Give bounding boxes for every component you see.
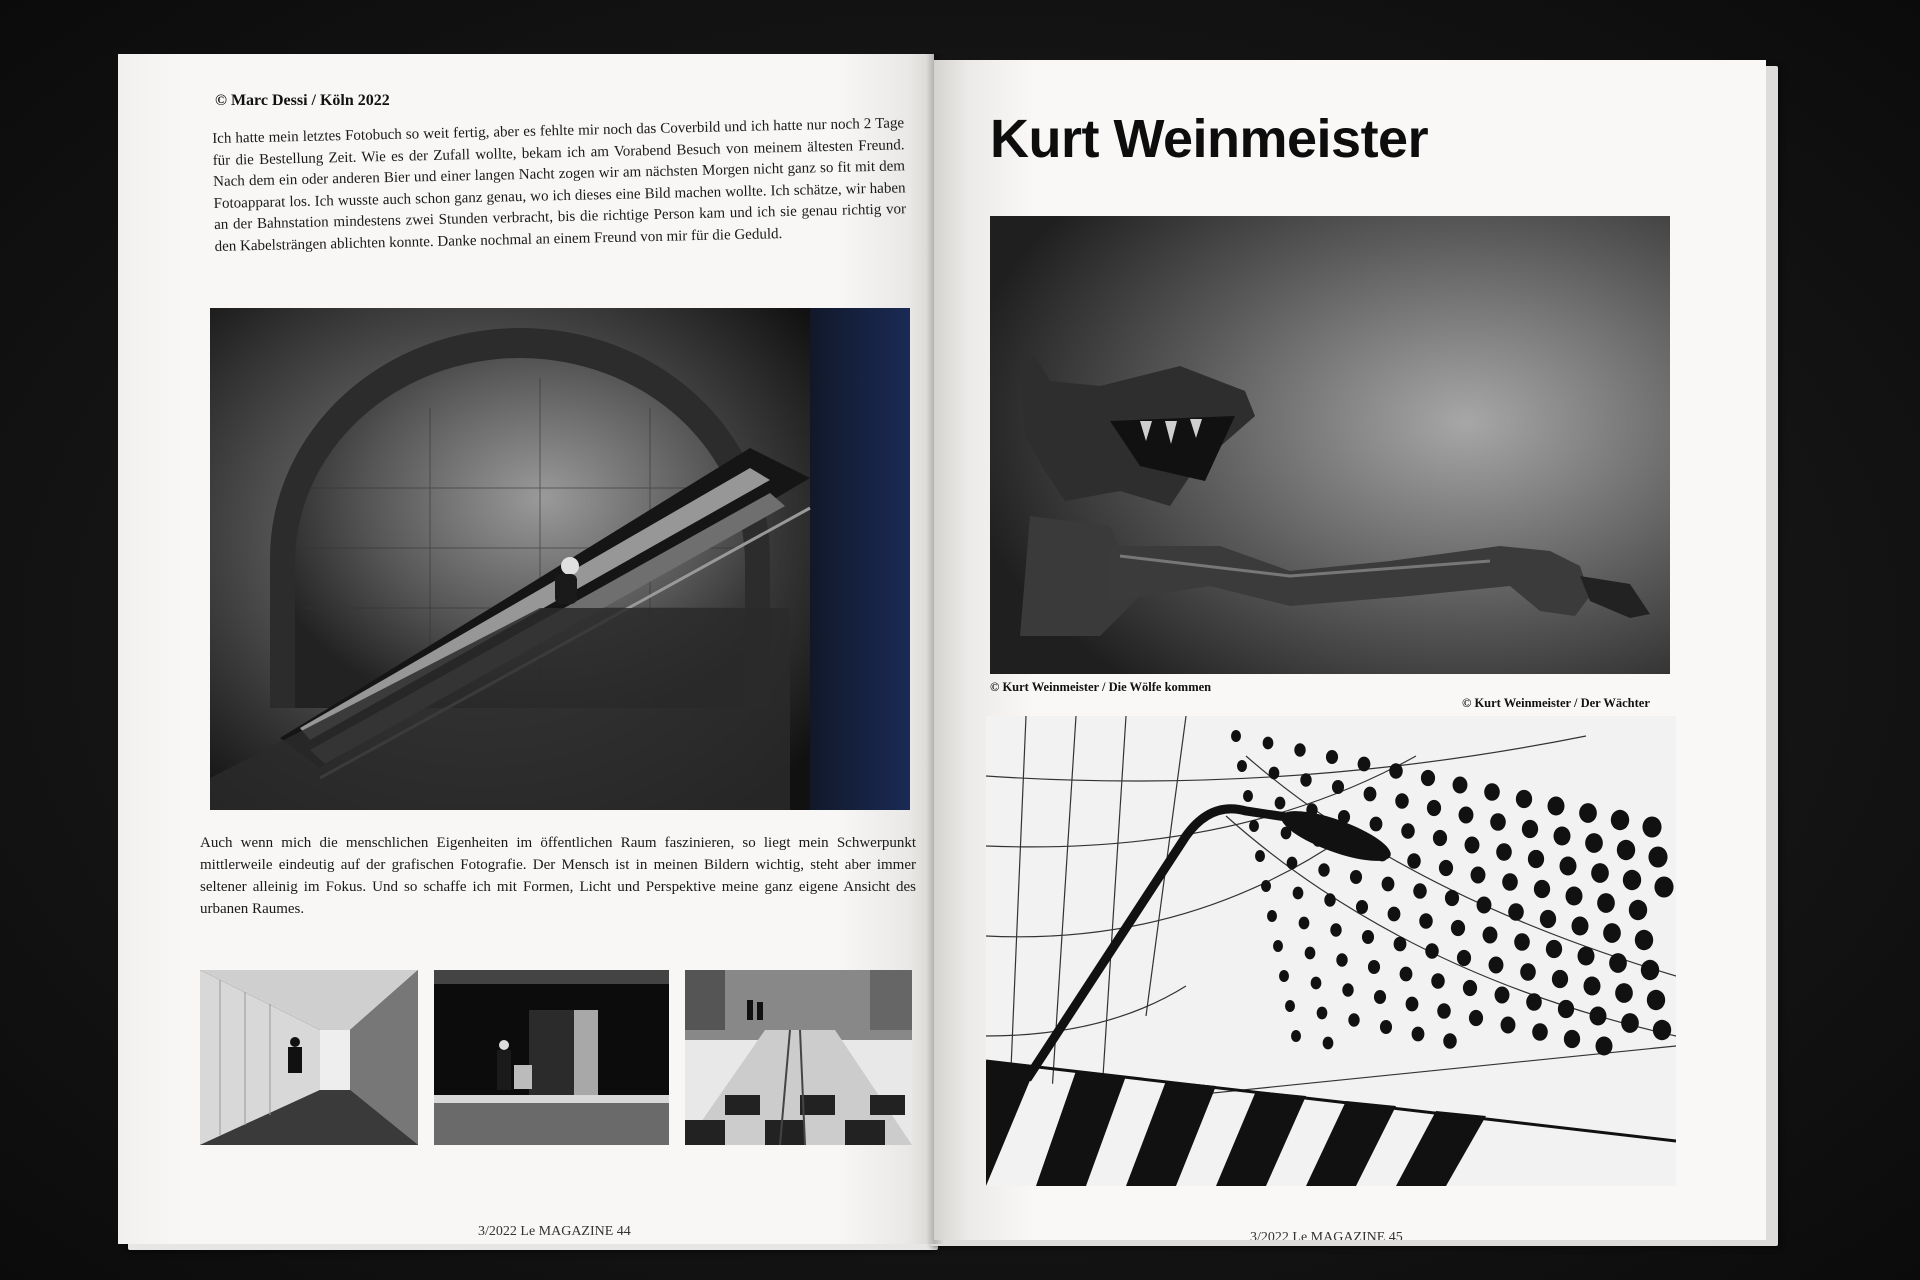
photo-wolf-sculpture <box>990 216 1670 674</box>
caption-lamp: © Kurt Weinmeister / Der Wächter <box>1462 696 1650 710</box>
intro-paragraph: Ich hatte mein letztes Fotobuch so weit fertig, aber es fehlte mir noch das Coverbild und ich hatte nur noch 2 Tage für die Bestellung Zeit. Wie es der Zufall wollte, bekam ich am Vorabend Besuch von meinem ältesten Freund. Nach dem ein oder anderen Bier und einer langen Nacht zogen wir am nächsten Morgen nicht ganz so fit mit dem Fotoapparat los. Ich wusste auch schon ganz genau, wo ich dieses eine Bild machen wollte. Ich schätze, wir haben an der Bahnstation mindestens zwei Stunden verbracht, bis die richtige Person kam und ich sie genau richtig vor den Kabelsträngen ablichten konnte. Danke nochmal an einem Freund von mir für die Geduld. <box>212 115 907 255</box>
photo-trolley-man <box>434 970 669 1145</box>
page-number-left: 3/2022 Le MAGAZINE 44 <box>478 1224 631 1239</box>
photo-escalator-arch <box>210 308 910 810</box>
photo-street-lamp-dots <box>986 716 1676 1186</box>
magazine-page-45 <box>934 60 1766 1240</box>
magazine-page-44 <box>118 54 934 1244</box>
photo-street-checkerboard <box>685 970 912 1145</box>
body-paragraph: Auch wenn mich die menschlichen Eigenheiten im öffentlichen Raum faszinieren, so liegt mein Schwerpunkt mittlerweile eindeutig auf der grafischen Fotografie. Der Mensch ist in meinen Bildern wichtig, steht aber immer seltener alleinig im Fokus. Und so schaffe ich mit Formen, Licht und Perspektive meine ganz eigene Ansicht des urbanen Raumes. <box>200 835 916 917</box>
page-title: Kurt Weinmeister <box>990 109 1429 169</box>
page-number-right: 3/2022 Le MAGAZINE 45 <box>1250 1230 1403 1240</box>
caption-wolf: © Kurt Weinmeister / Die Wölfe kommen <box>990 680 1212 694</box>
photographer-credit: © Marc Dessi / Köln 2022 <box>215 92 390 109</box>
photo-tunnel-runner <box>200 970 418 1145</box>
